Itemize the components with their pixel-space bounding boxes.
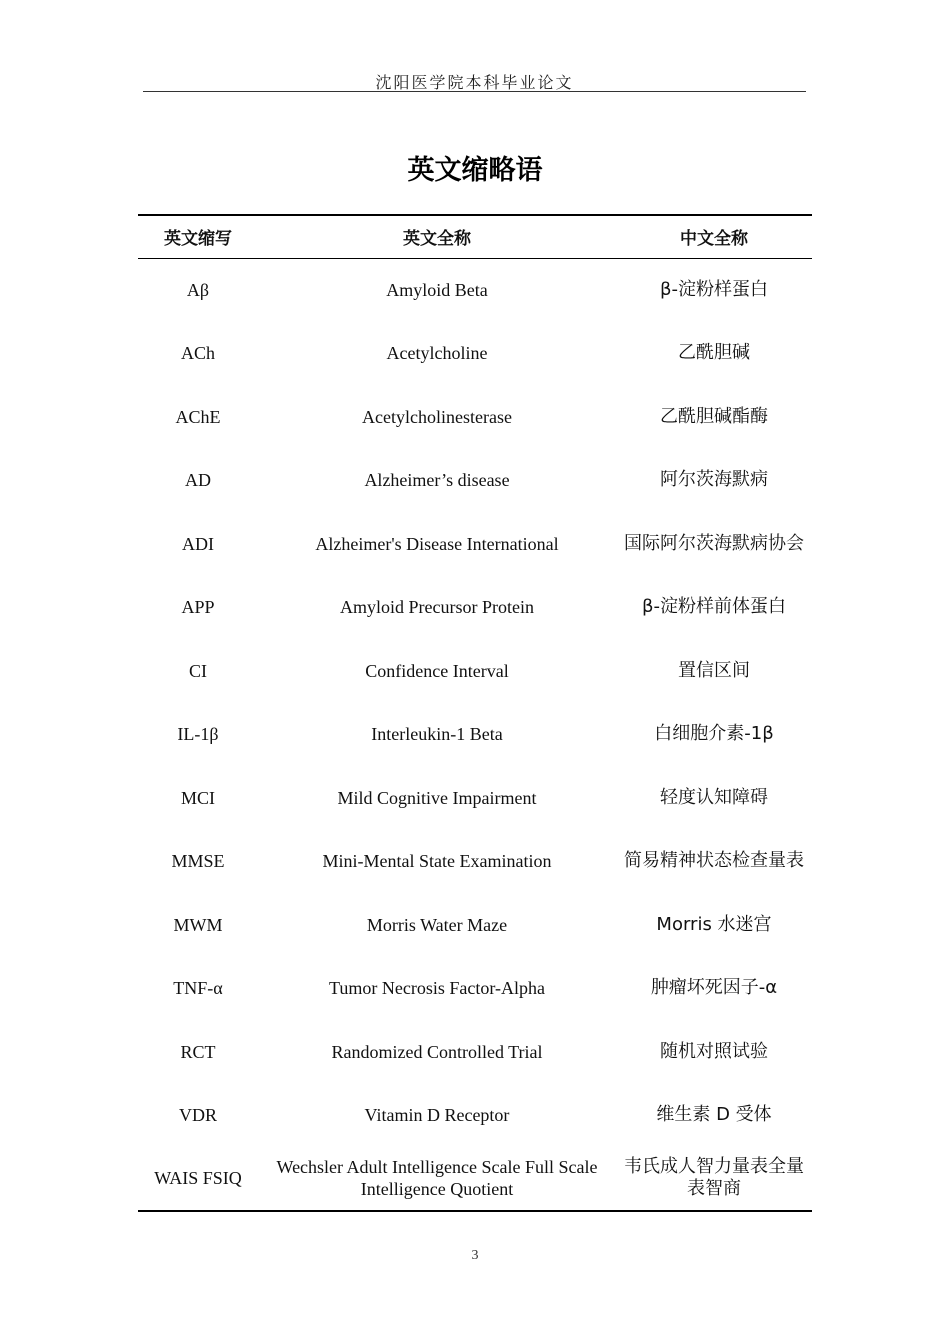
page-number: 3: [471, 1248, 479, 1263]
table-row: [138, 385, 812, 449]
table-row: [138, 1147, 812, 1211]
cell-chinese-full-name: 维生素 D 受体: [656, 1104, 772, 1126]
cell-chinese-full-name: Morris 水迷宫: [656, 913, 772, 935]
cell-chinese-full-name: 简易精神状态检查量表: [624, 850, 804, 872]
cell-chinese-full-name: 白细胞介素-1β: [654, 723, 774, 745]
column-header-english-full-name: 英文全称: [258, 215, 616, 258]
cell-english-full-name: Acetylcholine: [386, 343, 488, 364]
cell-abbreviation: TNF-α: [173, 978, 223, 999]
cell-chinese-full-name: 肿瘤坏死因子-α: [650, 977, 778, 999]
cell-english-full-name: Morris Water Maze: [366, 914, 508, 935]
column-header-abbreviation: 英文缩写: [138, 215, 258, 258]
cell-chinese-full-name: 韦氏成人智力量表全量表智商: [616, 1147, 812, 1211]
cell-english-full-name: Acetylcholinesterase: [362, 406, 512, 427]
table-row: [138, 1084, 812, 1148]
cell-english-full-name: Wechsler Adult Intelligence Scale Full Scale Intelligence Quotient: [258, 1147, 616, 1211]
header-rule: [143, 91, 806, 92]
cell-chinese-full-name: β-淀粉样蛋白: [660, 279, 768, 300]
running-header: 沈阳医学院本科毕业论文: [375, 75, 574, 92]
cell-english-full-name: Tumor Necrosis Factor-Alpha: [329, 978, 545, 999]
cell-english-full-name: Alzheimer’s disease: [364, 470, 510, 491]
cell-abbreviation: RCT: [180, 1041, 216, 1062]
cell-abbreviation: MCI: [180, 787, 215, 808]
table-body: [138, 258, 812, 1211]
table-row: [138, 893, 812, 957]
cell-abbreviation: MWM: [173, 914, 223, 935]
cell-english-full-name: Mini-Mental State Examination: [322, 851, 552, 872]
cell-english-full-name: Amyloid Beta: [386, 280, 488, 300]
cell-chinese-full-name: 阿尔茨海默病: [660, 469, 768, 491]
table-row: [138, 322, 812, 386]
table-row: [138, 512, 812, 576]
cell-abbreviation: IL-1β: [177, 724, 219, 745]
cell-english-full-name: Interleukin-1 Beta: [371, 724, 503, 745]
cell-chinese-full-name: β-淀粉样前体蛋白: [642, 596, 786, 618]
cell-chinese-full-name: 轻度认知障碍: [660, 786, 768, 808]
page-title: 英文缩略语: [407, 155, 543, 186]
cell-abbreviation: Aβ: [186, 280, 210, 300]
table-row: [138, 258, 812, 322]
cell-chinese-full-name: 乙酰胆碱: [678, 342, 750, 364]
table-row: [138, 639, 812, 703]
cell-chinese-full-name: 乙酰胆碱酯酶: [660, 405, 768, 427]
column-header-chinese-full-name: 中文全称: [616, 215, 812, 258]
cell-abbreviation: MMSE: [171, 851, 225, 872]
cell-abbreviation: AChE: [175, 406, 221, 427]
table-row: [138, 1020, 812, 1084]
cell-english-full-name: Alzheimer's Disease International: [315, 533, 559, 554]
cell-english-full-name: Amyloid Precursor Protein: [340, 597, 534, 618]
cell-chinese-full-name: 置信区间: [678, 659, 750, 681]
cell-abbreviation: CI: [189, 660, 207, 681]
abbreviation-table: [138, 214, 812, 1212]
cell-abbreviation: ACh: [180, 343, 215, 364]
table-row: [138, 830, 812, 894]
table-row: [138, 703, 812, 767]
table-row: [138, 449, 812, 513]
cell-english-full-name: Vitamin D Receptor: [364, 1105, 510, 1126]
cell-abbreviation: APP: [181, 597, 215, 618]
cell-english-full-name: Mild Cognitive Impairment: [337, 787, 537, 808]
cell-english-full-name: Confidence Interval: [365, 660, 509, 681]
cell-abbreviation: AD: [185, 470, 211, 491]
table-row: [138, 766, 812, 830]
cell-abbreviation: ADI: [182, 533, 214, 554]
cell-abbreviation: WAIS FSIQ: [138, 1147, 258, 1211]
cell-english-full-name: Randomized Controlled Trial: [331, 1041, 543, 1062]
cell-abbreviation: VDR: [178, 1105, 217, 1126]
cell-chinese-full-name: 随机对照试验: [660, 1040, 768, 1062]
table-header-row: [138, 215, 812, 258]
table-row: [138, 576, 812, 640]
cell-chinese-full-name: 国际阿尔茨海默病协会: [624, 532, 804, 554]
table-row: [138, 957, 812, 1021]
